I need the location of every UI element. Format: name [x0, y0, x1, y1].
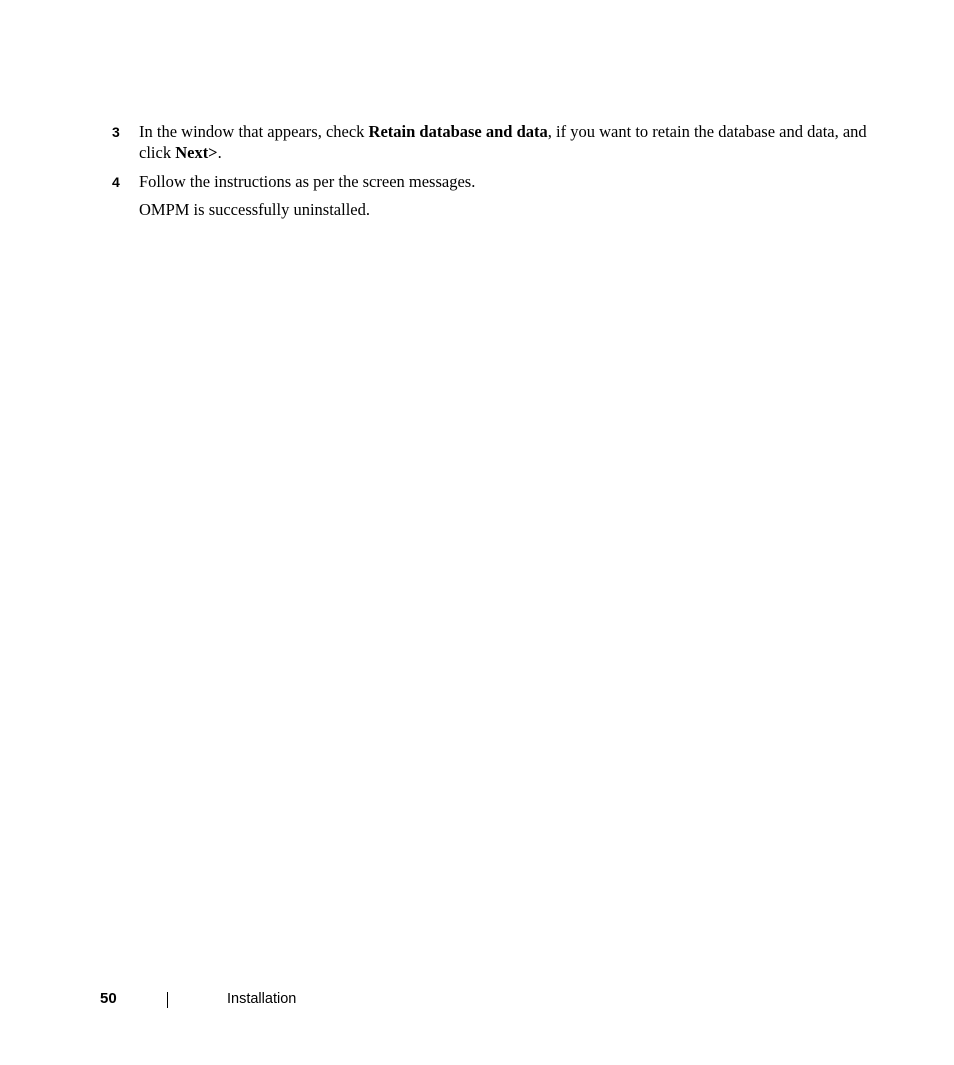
step-4: [112, 171, 872, 193]
section-name: Installation: [227, 991, 297, 1007]
step-text: Follow the instructions as per the screen messages.: [139, 172, 476, 191]
next-button-label: Next>: [175, 143, 218, 162]
page-number: 50: [100, 990, 117, 1007]
retain-database-option-label: Retain database and data: [368, 122, 548, 141]
step-text-part: .: [217, 143, 222, 162]
result-text: OMPM is successfully uninstalled.: [139, 200, 370, 219]
step-text-part: In the window that appears, check: [139, 122, 369, 141]
step-text: [139, 121, 872, 163]
page-footer: [0, 989, 954, 1011]
step-text-part: , if you want to retain the database and data, and click: [139, 122, 867, 162]
footer-divider: [167, 992, 168, 1008]
step-number: 3: [112, 124, 120, 140]
step-number: 4: [112, 174, 120, 190]
step-3: [112, 121, 872, 163]
